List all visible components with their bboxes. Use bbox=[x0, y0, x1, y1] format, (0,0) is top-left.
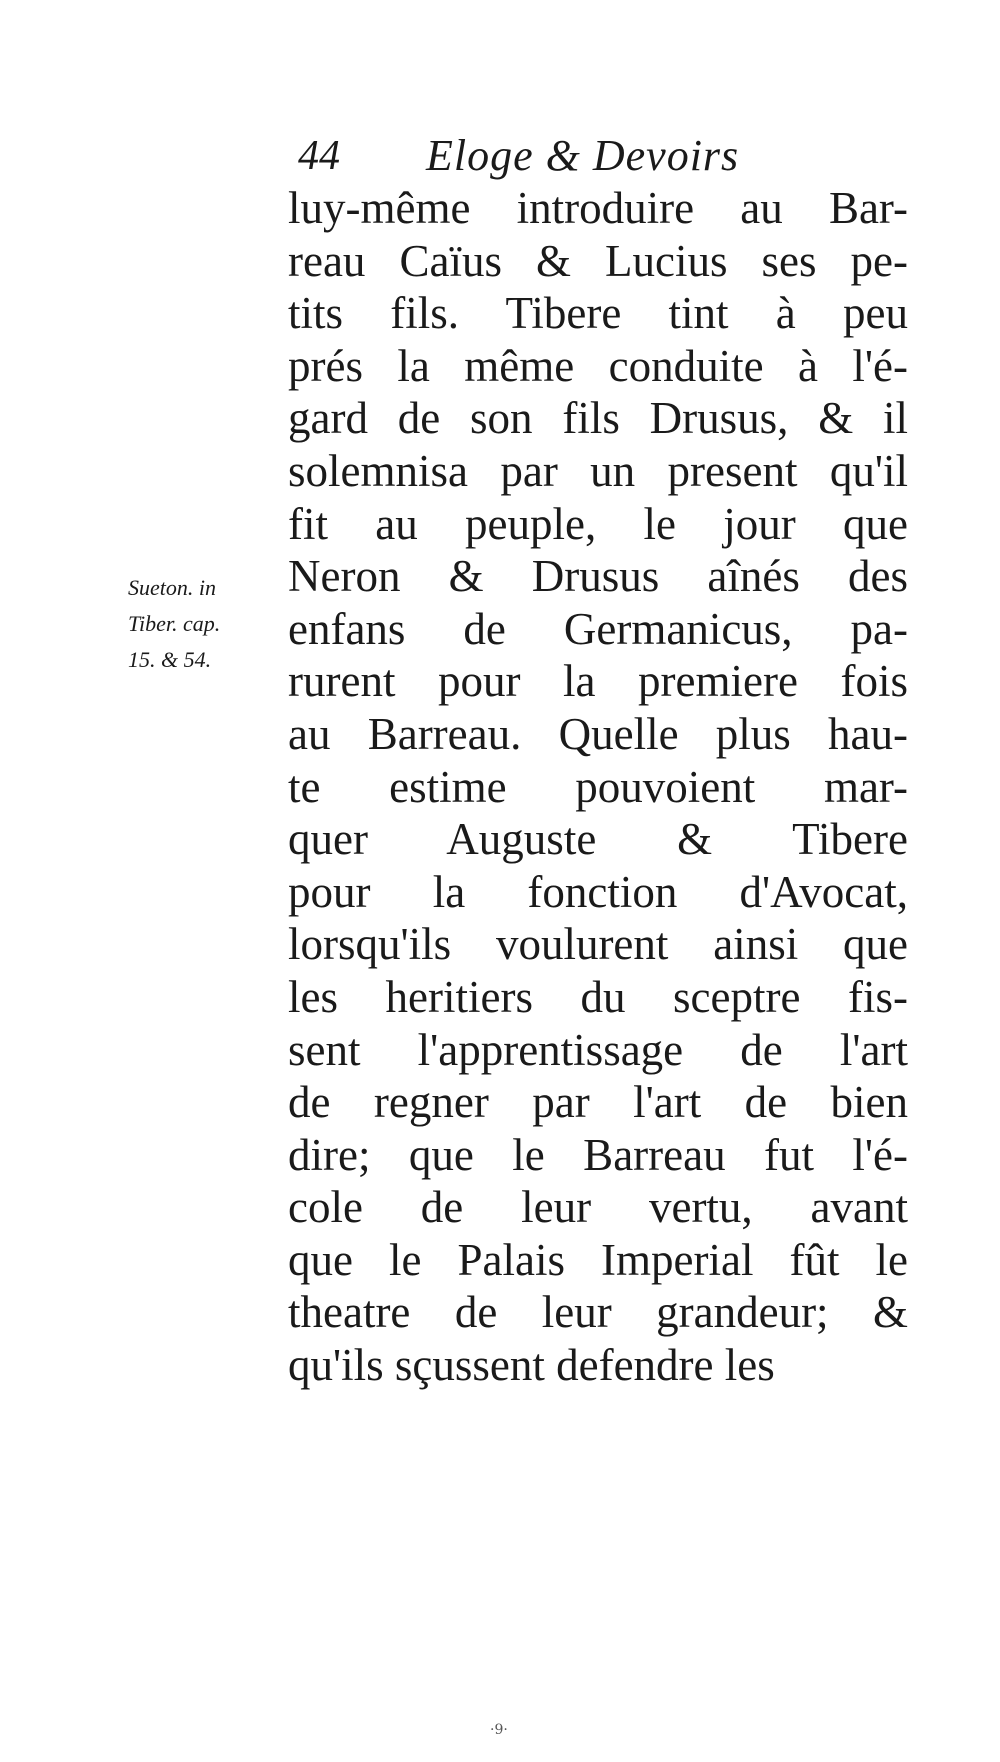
margin-note-line: Sueton. in bbox=[128, 575, 216, 600]
running-title: Eloge & Devoirs bbox=[426, 131, 740, 180]
text-line: dire; que le Barreau fut l'é- bbox=[288, 1129, 908, 1180]
signature-mark: ·9· bbox=[490, 1722, 508, 1738]
text-line: rurent pour la premiere fois bbox=[288, 656, 908, 707]
text-line: quer Auguste & Tibere bbox=[288, 814, 908, 865]
text-line: prés la même conduite à l'é- bbox=[288, 340, 908, 391]
text-line: les heritiers du sceptre fis- bbox=[288, 971, 908, 1022]
text-line: sent l'apprentissage de l'art bbox=[288, 1024, 908, 1075]
text-line: gard de son fils Drusus, & il bbox=[288, 393, 908, 444]
text-line: au Barreau. Quelle plus hau- bbox=[288, 708, 908, 759]
text-line: reau Caïus & Lucius ses pe- bbox=[288, 235, 908, 286]
text-line: tits fils. Tibere tint à peu bbox=[288, 288, 908, 339]
margin-note-line: 15. & 54. bbox=[128, 647, 212, 672]
margin-note bbox=[128, 570, 288, 678]
text-line: solemnisa par un present qu'il bbox=[288, 445, 908, 496]
text-line: Neron & Drusus aînés des bbox=[288, 551, 908, 602]
text-line: de regner par l'art de bien bbox=[288, 1077, 908, 1128]
text-line: pour la fonction d'Avocat, bbox=[288, 866, 908, 917]
text-line: theatre de leur grandeur; & bbox=[288, 1287, 908, 1338]
text-line: enfans de Germanicus, pa- bbox=[288, 603, 908, 654]
page-number: 44 bbox=[298, 133, 340, 179]
margin-note-line: Tiber. cap. bbox=[128, 611, 221, 636]
body-text bbox=[288, 182, 908, 1392]
text-line: que le Palais Imperial fût le bbox=[288, 1234, 908, 1285]
page-header bbox=[298, 128, 898, 184]
text-line: te estime pouvoient mar- bbox=[288, 761, 908, 812]
text-line: qu'ils sçussent defendre les bbox=[288, 1340, 775, 1391]
text-line: fit au peuple, le jour que bbox=[288, 498, 908, 549]
text-line: luy-même introduire au Bar- bbox=[288, 183, 908, 233]
text-line: lorsqu'ils voulurent ainsi que bbox=[288, 919, 908, 970]
text-line: cole de leur vertu, avant bbox=[288, 1182, 908, 1233]
